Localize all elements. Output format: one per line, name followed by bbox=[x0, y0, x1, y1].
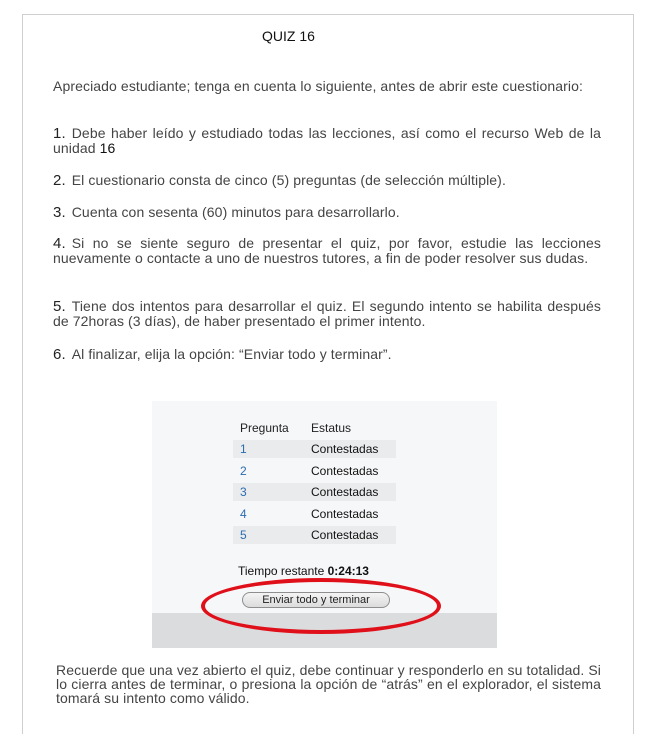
question-status: Contestadas bbox=[311, 507, 379, 521]
instruction-item-3 bbox=[53, 205, 601, 220]
column-header-pregunta: Pregunta bbox=[240, 421, 289, 435]
item-text: Si no se siente seguro de presentar el quiz, por favor, estudie las lecciones nuevamente o contacte a uno de nuestros tutores, a fin de poder resolver sus dudas. bbox=[53, 235, 601, 266]
item-number: 1. bbox=[53, 125, 66, 142]
column-header-estatus: Estatus bbox=[311, 421, 352, 435]
table-row[interactable] bbox=[233, 505, 396, 523]
question-number-link[interactable]: 3 bbox=[240, 485, 247, 499]
closing-paragraph: Recuerde que una vez abierto el quiz, debe continuar y responderlo en su totalidad. Si lo cierra antes de terminar, o presiona la opción de “atrás” en el explorador, el sistema tomará su intento como válido. bbox=[56, 662, 601, 706]
question-status: Contestadas bbox=[311, 442, 379, 456]
item-text: Al finalizar, elija la opción: “Enviar todo y terminar”. bbox=[71, 346, 392, 362]
unit-number: 16 bbox=[99, 140, 116, 156]
instruction-item-2 bbox=[53, 173, 601, 188]
question-number-link[interactable]: 2 bbox=[240, 464, 247, 478]
question-number-link[interactable]: 1 bbox=[240, 442, 247, 456]
time-remaining bbox=[238, 564, 369, 578]
item-number: 4. bbox=[53, 235, 66, 252]
timer-value: 0:24:13 bbox=[327, 564, 369, 578]
question-status: Contestadas bbox=[311, 528, 379, 542]
submit-all-button[interactable]: Enviar todo y terminar bbox=[242, 592, 390, 608]
instruction-item-1 bbox=[53, 126, 601, 155]
table-row[interactable] bbox=[233, 526, 396, 544]
table-row[interactable] bbox=[233, 440, 396, 458]
instruction-item-6 bbox=[53, 347, 601, 362]
item-number: 6. bbox=[53, 346, 66, 363]
question-number-link[interactable]: 4 bbox=[240, 507, 247, 521]
item-number: 5. bbox=[53, 298, 66, 315]
instruction-item-5 bbox=[53, 299, 601, 328]
question-status: Contestadas bbox=[311, 464, 379, 478]
timer-label: Tiempo restante bbox=[238, 564, 325, 578]
intro-paragraph: Apreciado estudiante; tenga en cuenta lo siguiente, antes de abrir este cuestionario: bbox=[53, 78, 583, 94]
item-number: 2. bbox=[53, 172, 66, 189]
item-number: 3. bbox=[53, 204, 66, 221]
question-status: Contestadas bbox=[311, 485, 379, 499]
item-text: Debe haber leído y estudiado todas las lecciones, así como el recurso Web de la unidad bbox=[53, 125, 601, 156]
quiz-footer-bar bbox=[152, 613, 497, 648]
table-row[interactable] bbox=[233, 483, 396, 501]
item-text: Tiene dos intentos para desarrollar el quiz. El segundo intento se habilita después de 72horas (3 días), de haber presentado el primer intento. bbox=[53, 298, 601, 329]
quiz-screenshot bbox=[152, 401, 497, 648]
question-number-link[interactable]: 5 bbox=[240, 528, 247, 542]
item-text: Cuenta con sesenta (60) minutos para desarrollarlo. bbox=[71, 204, 400, 220]
table-row[interactable] bbox=[233, 462, 396, 480]
instruction-item-4 bbox=[53, 236, 601, 265]
item-text: El cuestionario consta de cinco (5) preguntas (de selección múltiple). bbox=[71, 172, 506, 188]
page-title: QUIZ 16 bbox=[262, 28, 315, 44]
